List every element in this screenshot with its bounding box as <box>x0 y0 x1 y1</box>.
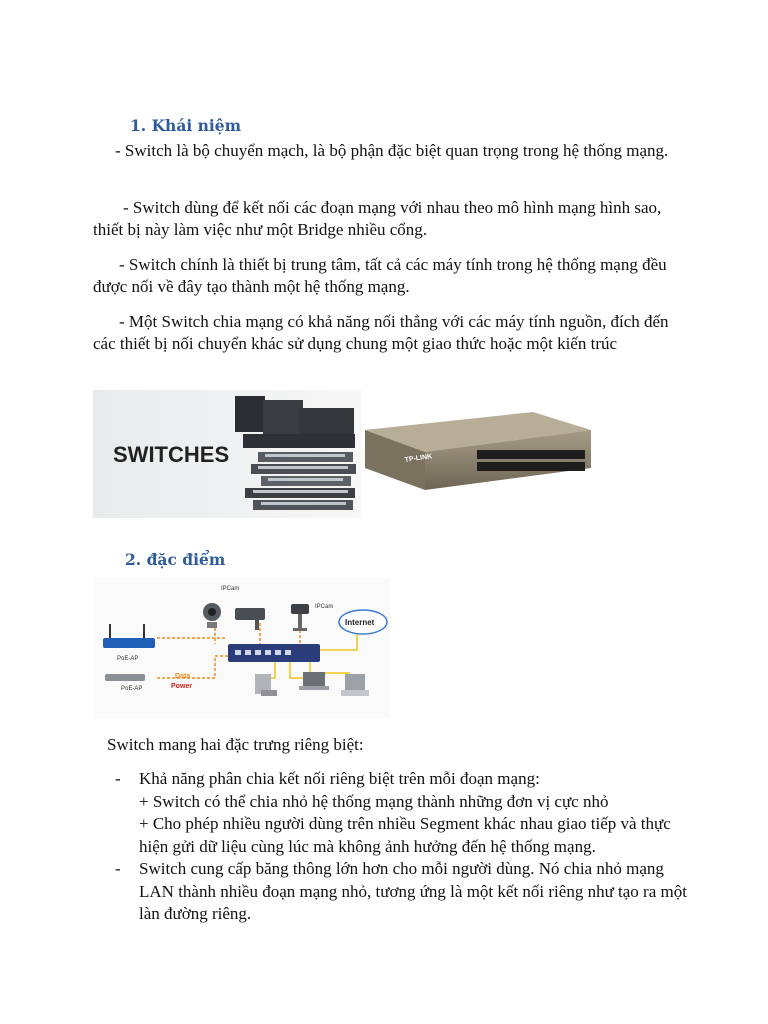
paragraph-1 <box>93 140 693 162</box>
poe-ap-small-icon <box>105 674 145 681</box>
internet-cloud-icon <box>339 610 387 634</box>
poe-switch-icon <box>228 644 320 662</box>
section-heading-khai-niem: 1. Khái niệm <box>130 116 242 135</box>
bullet-dash: - <box>115 859 121 878</box>
paragraph-2 <box>93 197 693 241</box>
paragraph-4-text: - Một Switch chia mạng có khả năng nối thẳng với các máy tính nguồn, đích đến các thiết bị nối chuyển khác sử dụng chung một giao thức hoặc một kiến trúc <box>93 312 669 353</box>
network-diagram <box>95 578 390 718</box>
switches-banner-text: SWITCHES <box>113 442 230 467</box>
label-poe-ap-1: PoE-AP <box>117 656 139 662</box>
paragraph-1-text: - Switch là bộ chuyển mạch, là bộ phận đặc biệt quan trọng trong hệ thống mạng. <box>115 141 669 160</box>
bullet-dash: - <box>115 769 121 788</box>
tp-link-brand: TP-LINK <box>404 453 433 464</box>
feature-bullet-2 <box>115 858 695 926</box>
paragraph-4 <box>93 311 693 355</box>
paragraph-2-text: - Switch dùng để kết nối các đoạn mạng với nhau theo mô hình mạng hình sao, thiết bị này làm việc như một Bridge nhiều cổng. <box>93 198 662 239</box>
paragraph-3 <box>93 254 693 298</box>
laptop-icon <box>299 672 329 690</box>
switches-image-graphic <box>93 390 593 518</box>
feature-bullet-1 <box>115 768 695 858</box>
section-heading-dac-diem: 2. đặc điểm <box>125 550 226 569</box>
workstation-icon <box>341 674 369 696</box>
switches-image <box>93 390 593 518</box>
label-internet: Internet <box>345 618 375 627</box>
bullet-1-line-2: + Switch có thể chia nhỏ hệ thống mạng thành những đơn vị cực nhỏ <box>139 791 609 811</box>
bullet-1-line-1: Khả năng phân chia kết nối riêng biệt trên mỗi đoạn mạng: <box>139 769 540 788</box>
label-power: Power <box>171 683 193 690</box>
bullet-1-line-3: + Cho phép nhiều người dùng trên nhiều Segment khác nhau giao tiếp và thực hiện gửi dữ liệu cùng lúc mà không ảnh hưởng đến hệ thống mạng. <box>139 814 671 856</box>
label-poe-ap-2: PoE-AP <box>121 686 143 692</box>
label-data: Data <box>175 673 191 680</box>
label-ipcam-2: IPCam <box>315 604 334 610</box>
features-intro: Switch mang hai đặc trưng riêng biệt: <box>107 735 364 754</box>
paragraph-3-text: - Switch chính là thiết bị trung tâm, tất cả các máy tính trong hệ thống mạng đều được nối về đây tạo thành một hệ thống mạng. <box>93 255 667 296</box>
bullet-2-line-1: Switch cung cấp băng thông lớn hơn cho mỗi người dùng. Nó chia nhỏ mạng LAN thành nhiều đoạn mạng nhỏ, tương ứng là một kết nối riêng như tạo ra một làn đường riêng. <box>139 859 687 923</box>
label-ipcam-1: IPCam <box>221 586 240 592</box>
